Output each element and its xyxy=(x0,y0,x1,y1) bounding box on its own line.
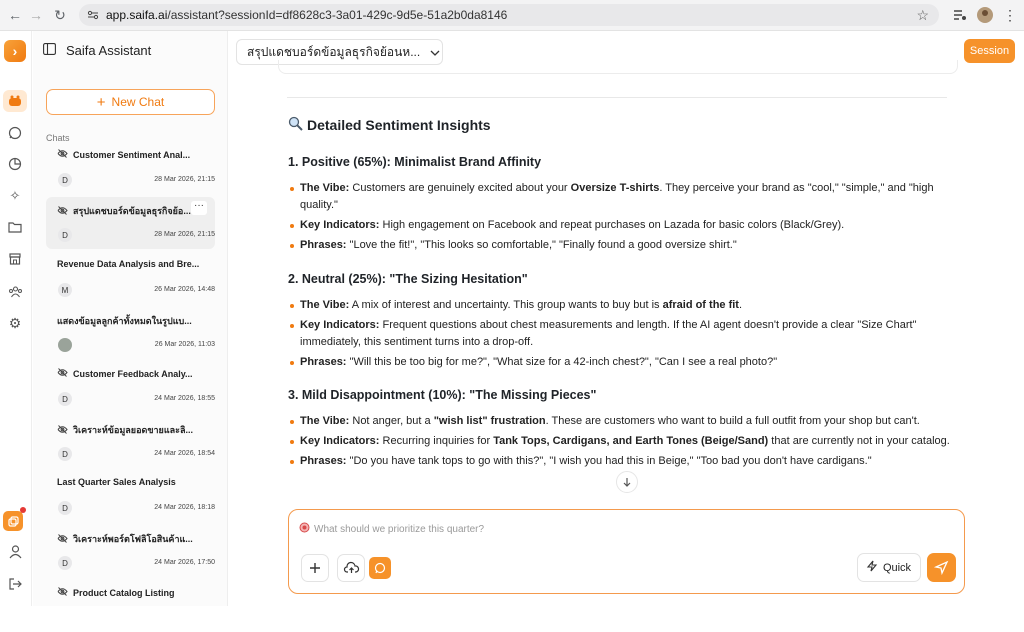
bullet-label: Phrases: xyxy=(300,239,347,251)
toggle-sidebar-icon[interactable] xyxy=(43,43,56,58)
chat-item-title-row xyxy=(57,204,191,218)
bullet-emphasis: "wish list" frustration xyxy=(433,415,546,427)
site-info-icon[interactable] xyxy=(87,8,99,26)
chat-list-item[interactable] xyxy=(46,197,215,249)
logout-icon[interactable] xyxy=(5,574,25,594)
bullet-label: The Vibe: xyxy=(300,299,350,311)
chat-list-item[interactable] xyxy=(46,525,215,577)
bullet-item xyxy=(300,237,965,254)
bookmark-star-icon[interactable]: ☆ xyxy=(916,7,929,23)
media-control-icon[interactable] xyxy=(950,5,970,25)
previous-card-edge xyxy=(278,60,958,74)
chat-item-date: 28 Mar 2026, 21:15 xyxy=(154,231,215,238)
bullet-text: Recurring inquiries for xyxy=(379,435,494,447)
browser-toolbar xyxy=(0,0,1024,31)
new-chat-label: New Chat xyxy=(111,95,165,109)
chat-item-title-row xyxy=(57,314,192,328)
avatar: D xyxy=(58,392,72,406)
chats-section-label: Chats xyxy=(46,133,70,143)
divider xyxy=(287,97,947,98)
bullet-text-end: that are currently not in your catalog. xyxy=(768,435,950,447)
store-icon[interactable] xyxy=(5,249,25,269)
quick-mode-button[interactable] xyxy=(857,553,921,582)
bullet-text: Customers are genuinely excited about your xyxy=(349,182,571,194)
notification-badge xyxy=(20,507,26,513)
profile-avatar[interactable] xyxy=(975,5,995,25)
url-text: app.saifa.ai/assistant?sessionId=df8628c3-3a01-429c-9d5e-51a2b0da8146 xyxy=(106,8,508,22)
chat-item-title: วิเคราะห์พอร์ตโฟลิโอสินค้าแ... xyxy=(73,534,193,544)
chat-list-item[interactable] xyxy=(46,361,215,413)
chat-item-title-row xyxy=(57,259,200,269)
reload-icon[interactable]: ↻ xyxy=(54,6,66,23)
back-icon[interactable]: ← xyxy=(8,7,22,23)
chat-list-item[interactable] xyxy=(46,307,215,359)
assistant-message xyxy=(288,70,968,490)
sidebar-title: Saifa Assistant xyxy=(66,43,152,58)
eye-off-icon xyxy=(57,425,68,436)
assistant-icon[interactable] xyxy=(3,90,27,112)
avatar: D xyxy=(58,173,72,187)
chat-list-item[interactable] xyxy=(46,252,215,304)
chat-item-title: Last Quarter Sales Analysis xyxy=(57,477,176,487)
user-profile-icon[interactable] xyxy=(5,542,25,562)
chat-item-date: 24 Mar 2026, 18:55 xyxy=(154,395,215,402)
chat-item-title: Customer Feedback Analy... xyxy=(73,368,193,379)
bullet-text-end: . xyxy=(738,299,743,311)
more-options-icon[interactable]: ··· xyxy=(191,201,207,215)
icon-rail xyxy=(0,31,32,606)
chat-list-item[interactable] xyxy=(46,470,215,522)
chat-item-title: Customer Sentiment Anal... xyxy=(73,149,191,160)
bullet-emphasis: afraid of the fit xyxy=(662,299,739,311)
quick-label: Quick xyxy=(882,561,912,574)
avatar: D xyxy=(58,501,72,515)
bullet-text: High engagement on Facebook and repeat purchases on Lazada for basic colors (Black/Grey). xyxy=(379,219,845,231)
chat-item-title-row xyxy=(57,587,175,598)
chat-item-title: วิเคราะห์ข้อมูลยอดขายและลิ... xyxy=(73,425,193,435)
bullet-label: The Vibe: xyxy=(300,415,350,427)
new-chat-button[interactable] xyxy=(46,89,215,115)
sparkles-icon[interactable]: ✧ xyxy=(9,188,21,203)
chat-list-item[interactable] xyxy=(46,416,215,468)
bullet-item xyxy=(300,180,965,214)
avatar: D xyxy=(58,556,72,570)
bullet-item xyxy=(300,297,965,314)
bullet-text-end: . They perceive your brand as "cool," "simple," and "high quality." xyxy=(300,182,934,211)
bullet-item xyxy=(300,433,965,450)
forward-icon[interactable]: → xyxy=(29,7,43,23)
magnifier-icon xyxy=(288,116,303,134)
bullet-label: Key Indicators: xyxy=(300,435,380,447)
session-button[interactable]: Session xyxy=(964,39,1015,63)
avatar: D xyxy=(58,228,72,242)
bullet-item xyxy=(300,217,965,234)
chat-list-item[interactable] xyxy=(46,580,215,632)
chat-item-date: 24 Mar 2026, 18:18 xyxy=(154,504,215,511)
bullet-label: The Vibe: xyxy=(300,182,350,194)
send-button[interactable] xyxy=(927,553,956,582)
insights-heading: Detailed Sentiment Insights xyxy=(288,116,491,134)
avatar: D xyxy=(58,447,72,461)
bullet-label: Key Indicators: xyxy=(300,219,380,231)
folder-icon[interactable] xyxy=(5,217,25,237)
bullet-item xyxy=(300,453,965,470)
address-bar[interactable] xyxy=(79,4,939,26)
pie-chart-icon[interactable] xyxy=(5,154,25,174)
scroll-down-button[interactable] xyxy=(616,471,638,493)
chat-item-date: 26 Mar 2026, 11:03 xyxy=(154,341,215,348)
chat-mode-button[interactable] xyxy=(369,557,391,579)
chat-item-title: แสดงข้อมูลลูกค้าทั้งหมดในรูปแบ... xyxy=(57,316,192,326)
bullet-emphasis: Tank Tops, Cardigans, and Earth Tones (Beige/Sand) xyxy=(493,435,769,447)
browser-menu-icon[interactable]: ⋮ xyxy=(1003,6,1017,23)
avatar xyxy=(58,338,72,352)
eye-off-icon xyxy=(57,206,68,217)
bullet-text: Not anger, but a xyxy=(349,415,434,427)
section-title: 3. Mild Disappointment (10%): "The Missing Pieces" xyxy=(288,388,597,402)
sidebar-header xyxy=(43,43,151,58)
chat-item-title: สรุปแดชบอร์ดข้อมูลธุรกิจย้อ... xyxy=(73,206,191,216)
notification-icon[interactable] xyxy=(3,511,23,531)
bullet-item xyxy=(300,413,965,430)
bullet-text: "Do you have tank tops to go with this?", "I wish you had this in Beige," "Too bad you don't have cardigans." xyxy=(346,455,872,467)
upload-cloud-button[interactable] xyxy=(337,554,365,582)
team-icon[interactable] xyxy=(5,281,25,301)
bullet-label: Phrases: xyxy=(300,455,347,467)
chat-item-date: 24 Mar 2026, 18:54 xyxy=(154,450,215,457)
settings-gear-icon[interactable]: ⚙ xyxy=(8,314,22,331)
add-attachment-button[interactable] xyxy=(301,554,329,582)
section-title: 2. Neutral (25%): "The Sizing Hesitation" xyxy=(288,272,528,286)
chat-sidebar xyxy=(33,31,228,606)
message-composer xyxy=(288,509,965,594)
bullet-emphasis: Oversize T-shirts xyxy=(570,182,660,194)
eye-off-icon xyxy=(57,534,68,545)
chat-item-date: 24 Mar 2026, 17:50 xyxy=(154,559,215,566)
bullet-item xyxy=(300,354,965,371)
eye-off-icon xyxy=(57,587,68,598)
bullet-text: A mix of interest and uncertainty. This group wants to buy but is xyxy=(349,299,663,311)
chat-bubble-icon[interactable] xyxy=(5,123,25,143)
chat-item-date: 26 Mar 2026, 14:48 xyxy=(154,286,215,293)
chat-item-title-row xyxy=(57,149,190,160)
bullet-label: Key Indicators: xyxy=(300,319,380,331)
bullet-text: Frequent questions about chest measurements and length. If the AI agent doesn't provide a clear "Size Chart" immediately, this sentiment turns into a drop-off. xyxy=(300,319,917,348)
prompt-placeholder: What should we prioritize this quarter? xyxy=(314,523,485,535)
avatar: M xyxy=(58,283,72,297)
plus-icon: + xyxy=(96,93,106,111)
bullet-text: "Will this be too big for me?", "What size for a 42-inch chest?", "Can I see a real photo?" xyxy=(346,356,778,368)
chat-item-title: Revenue Data Analysis and Bre... xyxy=(57,259,200,269)
target-icon xyxy=(299,522,310,536)
chat-list-item[interactable] xyxy=(46,142,215,194)
chat-item-title-row xyxy=(57,423,193,437)
eye-off-icon xyxy=(57,368,68,379)
bullet-text: "Love the fit!", "This looks so comfortable," "Finally found a good oversize shirt." xyxy=(346,239,737,251)
chevron-down-icon xyxy=(430,45,440,59)
chat-title: สรุปแดชบอร์ดข้อมูลธุรกิจย้อนห... xyxy=(247,44,421,59)
chat-item-date: 28 Mar 2026, 21:15 xyxy=(154,176,215,183)
bullet-item xyxy=(300,317,965,351)
chat-item-title-row xyxy=(57,368,193,379)
chat-item-title: Product Catalog Listing xyxy=(73,587,175,598)
saifa-logo[interactable]: › xyxy=(4,40,26,62)
prompt-input[interactable] xyxy=(299,522,484,536)
eye-off-icon xyxy=(57,149,68,160)
section-title: 1. Positive (65%): Minimalist Brand Affinity xyxy=(288,155,542,169)
lightning-icon xyxy=(867,560,877,575)
bullet-text-end: . These are customers who want to build a full outfit from your shop but can't. xyxy=(545,415,920,427)
chat-item-title-row xyxy=(57,532,193,546)
chat-item-title-row xyxy=(57,477,176,487)
bullet-label: Phrases: xyxy=(300,356,347,368)
